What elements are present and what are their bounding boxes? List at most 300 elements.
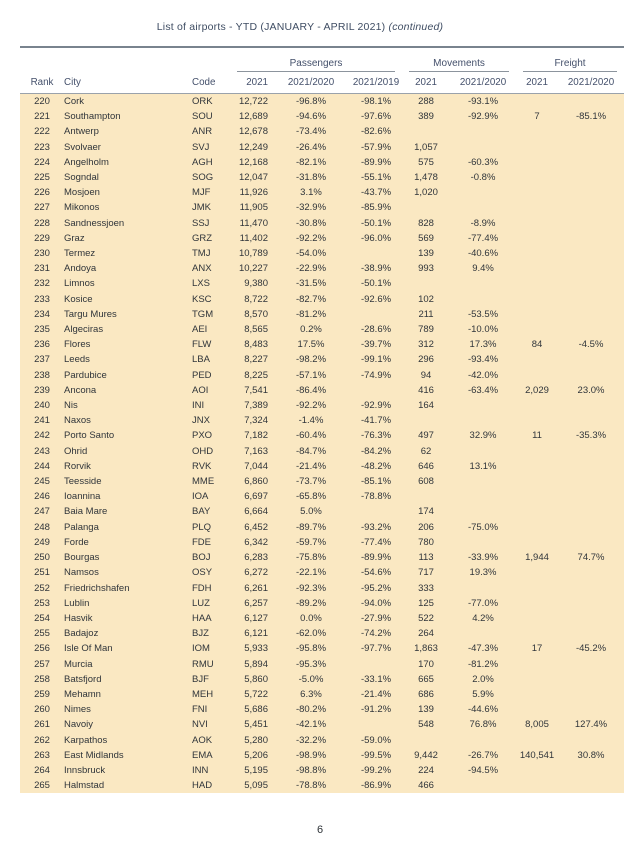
cell-fr-2021-2020: [558, 170, 624, 185]
cell-pax-2021: 6,272: [244, 567, 268, 579]
cell-rank: 257: [34, 658, 50, 670]
cell-rank: 255: [34, 628, 50, 640]
table-row: [20, 261, 624, 276]
table-row: [20, 611, 624, 626]
cell-pax-2021-2019: -92.9%: [360, 400, 392, 412]
cell-pax-2021-2020: -26.4%: [295, 141, 327, 153]
table-row: [20, 717, 624, 732]
cell-pax-2021: 12,689: [238, 111, 268, 123]
column-header-pax-2021-2020: 2021/2020: [272, 72, 350, 94]
group-header-spacer: [20, 47, 230, 72]
cell-pax-2021: 8,570: [244, 308, 268, 320]
column-header-pax-2021-2019: 2021/2019: [350, 72, 402, 94]
table-row: [20, 246, 624, 261]
cell-pax-2021: 5,451: [244, 719, 268, 731]
cell-city: Southampton: [64, 111, 121, 123]
table-row: [20, 641, 624, 656]
cell-fr-2021-2020: [558, 474, 624, 489]
cell-mov-2021-2020: -63.4%: [467, 384, 499, 396]
cell-pax-2021: 8,227: [244, 354, 268, 366]
cell-city: Naxos: [64, 415, 91, 427]
cell-mov-2021-2020: 9.4%: [472, 263, 494, 275]
cell-mov-2021-2020: -0.8%: [470, 172, 496, 184]
cell-pax-2021-2020: -82.1%: [295, 156, 327, 168]
table-row: [20, 322, 624, 337]
cell-code: LXS: [192, 278, 210, 290]
cell-fr-2021: [516, 398, 558, 413]
cell-mov-2021-2020: -94.5%: [467, 764, 499, 776]
cell-pax-2021: 11,926: [239, 187, 268, 199]
cell-code: IOM: [192, 643, 210, 655]
cell-mov-2021-2020: -33.9%: [467, 552, 499, 564]
cell-mov-2021: 497: [418, 430, 434, 442]
cell-fr-2021: [516, 124, 558, 139]
cell-fr-2021: [516, 672, 558, 687]
cell-fr-2021-2020: [558, 276, 624, 291]
cell-pax-2021-2019: -55.1%: [360, 172, 392, 184]
cell-rank: 226: [34, 187, 50, 199]
cell-city: Batsfjord: [64, 673, 102, 685]
cell-pax-2021: 5,686: [244, 704, 268, 716]
cell-mov-2021-2020: -40.6%: [467, 248, 499, 260]
cell-fr-2021-2020: [558, 200, 624, 215]
cell-fr-2021-2020: [558, 413, 624, 428]
cell-fr-2021-2020: [558, 185, 624, 200]
cell-mov-2021: 211: [418, 308, 434, 320]
cell-mov-2021-2020: -53.5%: [467, 308, 499, 320]
cell-pax-2021-2020: -94.6%: [295, 111, 327, 123]
cell-code: RVK: [192, 460, 212, 472]
cell-fr-2021-2020: [558, 231, 624, 246]
cell-code: AGH: [192, 156, 213, 168]
cell-pax-2021: 5,095: [244, 780, 268, 792]
cell-fr-2021: [516, 307, 558, 322]
cell-fr-2021: [516, 733, 558, 748]
cell-mov-2021: 206: [418, 521, 434, 533]
cell-mov-2021: 686: [418, 688, 434, 700]
cell-pax-2021-2019: -74.9%: [360, 369, 392, 381]
group-label-freight: Freight: [523, 58, 617, 72]
cell-pax-2021-2019: -38.9%: [360, 263, 392, 275]
group-header-passengers: [230, 47, 402, 72]
cell-pax-2021-2020: 5.0%: [300, 506, 322, 518]
cell-fr-2021: [516, 763, 558, 778]
column-header-mov-2021-2020: 2021/2020: [450, 72, 516, 94]
cell-rank: 244: [34, 460, 50, 472]
cell-rank: 237: [34, 354, 50, 366]
cell-mov-2021-2020: [450, 778, 516, 793]
cell-mov-2021-2020: [450, 292, 516, 307]
group-label-movements: Movements: [409, 58, 509, 72]
cell-mov-2021-2020: 32.9%: [469, 430, 497, 442]
table-row: [20, 398, 624, 413]
cell-code: GRZ: [192, 232, 213, 244]
cell-city: Algeciras: [64, 324, 104, 336]
table-row: [20, 733, 624, 748]
cell-pax-2021-2019: -74.2%: [360, 628, 392, 640]
table-row: [20, 504, 624, 519]
cell-city: Angelholm: [64, 156, 109, 168]
cell-mov-2021-2020: -26.7%: [467, 749, 499, 761]
cell-fr-2021-2020: -4.5%: [578, 339, 604, 351]
cell-city: Forde: [64, 536, 89, 548]
cell-pax-2021-2020: 6.3%: [300, 688, 322, 700]
cell-city: Mehamn: [64, 688, 101, 700]
cell-pax-2021-2019: -86.9%: [360, 780, 392, 792]
group-header-movements: [402, 47, 516, 72]
cell-pax-2021-2020: 0.2%: [300, 324, 322, 336]
cell-city: Murcia: [64, 658, 93, 670]
cell-code: SSJ: [192, 217, 210, 229]
cell-city: Hasvik: [64, 612, 93, 624]
cell-pax-2021: 6,121: [244, 628, 268, 640]
cell-rank: 263: [34, 749, 50, 761]
cell-pax-2021-2019: -95.2%: [360, 582, 392, 594]
cell-pax-2021-2019: -85.9%: [360, 202, 392, 214]
cell-pax-2021-2019: -50.1%: [360, 217, 392, 229]
cell-fr-2021-2020: [558, 778, 624, 793]
cell-mov-2021: 522: [418, 612, 434, 624]
cell-mov-2021-2020: [450, 733, 516, 748]
cell-mov-2021: 224: [418, 764, 434, 776]
table-row: [20, 489, 624, 504]
cell-pax-2021-2020: -75.8%: [295, 552, 327, 564]
cell-mov-2021: 466: [418, 780, 434, 792]
cell-rank: 256: [34, 643, 50, 655]
cell-mov-2021-2020: 4.2%: [472, 612, 494, 624]
table-row: [20, 109, 624, 124]
cell-mov-2021-2020: -93.4%: [467, 354, 499, 366]
table-row: [20, 672, 624, 687]
cell-mov-2021: 416: [418, 384, 434, 396]
table-row: [20, 216, 624, 231]
cell-fr-2021-2020: [558, 307, 624, 322]
cell-mov-2021-2020: [450, 413, 516, 428]
cell-fr-2021: 140,541: [519, 749, 555, 761]
cell-pax-2021-2020: -98.2%: [295, 354, 327, 366]
cell-rank: 232: [34, 278, 50, 290]
cell-fr-2021: [516, 489, 558, 504]
cell-pax-2021: 11,402: [239, 232, 268, 244]
cell-fr-2021: 1,944: [525, 552, 549, 564]
cell-rank: 259: [34, 688, 50, 700]
cell-code: MME: [192, 476, 215, 488]
cell-pax-2021: 8,565: [244, 324, 268, 336]
cell-city: Sandnessjoen: [64, 217, 125, 229]
cell-fr-2021-2020: [558, 352, 624, 367]
cell-pax-2021: 11,905: [239, 202, 268, 214]
cell-mov-2021-2020: [450, 626, 516, 641]
cell-pax-2021-2019: -27.9%: [360, 612, 392, 624]
cell-code: SOU: [192, 111, 213, 123]
cell-mov-2021: 113: [418, 552, 434, 564]
table-row: [20, 124, 624, 139]
table-row: [20, 352, 624, 367]
cell-fr-2021-2020: [558, 763, 624, 778]
cell-city: Ancona: [64, 384, 97, 396]
cell-pax-2021-2019: -85.1%: [360, 476, 392, 488]
cell-code: EMA: [192, 749, 213, 761]
cell-pax-2021-2019: -91.2%: [360, 704, 392, 716]
cell-pax-2021-2019: -28.6%: [360, 324, 392, 336]
cell-pax-2021-2020: -78.8%: [295, 780, 327, 792]
cell-pax-2021-2019: -93.2%: [360, 521, 392, 533]
cell-code: AOI: [192, 384, 209, 396]
table-row: [20, 155, 624, 170]
cell-pax-2021-2019: [350, 657, 402, 672]
cell-mov-2021: [402, 733, 450, 748]
table-row: [20, 581, 624, 596]
cell-rank: 241: [34, 415, 50, 427]
cell-city: Andoya: [64, 263, 97, 275]
cell-pax-2021-2020: -86.4%: [295, 384, 327, 396]
cell-mov-2021-2020: [450, 535, 516, 550]
cell-code: IOA: [192, 491, 209, 503]
cell-pax-2021-2020: -30.8%: [295, 217, 327, 229]
cell-mov-2021: 139: [418, 704, 434, 716]
cell-rank: 220: [34, 96, 50, 107]
table-row: [20, 140, 624, 155]
cell-rank: 223: [34, 141, 50, 153]
cell-mov-2021: 389: [418, 111, 434, 123]
cell-rank: 225: [34, 172, 50, 184]
cell-mov-2021-2020: -44.6%: [467, 704, 499, 716]
cell-mov-2021: [402, 276, 450, 291]
cell-fr-2021-2020: [558, 246, 624, 261]
cell-fr-2021: [516, 276, 558, 291]
table-row: [20, 292, 624, 307]
cell-city: Ioannina: [64, 491, 101, 503]
cell-pax-2021: 10,227: [238, 263, 268, 275]
cell-pax-2021: 7,324: [244, 415, 268, 427]
table-row: [20, 444, 624, 459]
cell-pax-2021: 5,280: [244, 734, 268, 746]
table-row: [20, 657, 624, 672]
cell-pax-2021-2019: -94.0%: [360, 597, 392, 609]
cell-city: Targu Mures: [64, 308, 117, 320]
cell-rank: 249: [34, 536, 50, 548]
cell-pax-2021-2020: -98.9%: [295, 749, 327, 761]
cell-mov-2021: 264: [418, 628, 434, 640]
cell-mov-2021: 1,020: [414, 187, 438, 199]
cell-pax-2021-2020: -73.7%: [295, 476, 327, 488]
cell-city: Graz: [64, 232, 85, 244]
table-row: [20, 778, 624, 793]
cell-code: OHD: [192, 445, 214, 457]
cell-city: Teesside: [64, 476, 102, 488]
cell-fr-2021-2020: -45.2%: [575, 643, 607, 655]
table-row: [20, 626, 624, 641]
cell-city: Antwerp: [64, 126, 99, 138]
cell-mov-2021: [402, 200, 450, 215]
cell-fr-2021: [516, 474, 558, 489]
cell-code: HAA: [192, 612, 212, 624]
cell-rank: 262: [34, 734, 50, 746]
cell-pax-2021: 7,182: [244, 430, 268, 442]
cell-rank: 234: [34, 308, 50, 320]
cell-mov-2021: 780: [418, 536, 434, 548]
cell-code: BOJ: [192, 552, 211, 564]
table-row: [20, 550, 624, 565]
cell-mov-2021-2020: 19.3%: [469, 567, 497, 579]
cell-mov-2021: 164: [418, 400, 434, 412]
cell-fr-2021-2020: [558, 155, 624, 170]
cell-rank: 247: [34, 506, 50, 518]
cell-fr-2021-2020: [558, 94, 624, 110]
cell-mov-2021-2020: 13.1%: [469, 460, 497, 472]
cell-code: BJF: [192, 673, 209, 685]
cell-fr-2021: [516, 444, 558, 459]
cell-fr-2021-2020: [558, 368, 624, 383]
cell-pax-2021: 6,257: [244, 597, 268, 609]
cell-code: AOK: [192, 734, 213, 746]
cell-code: ANR: [192, 126, 213, 138]
table-row: [20, 702, 624, 717]
cell-city: Palanga: [64, 521, 99, 533]
cell-pax-2021-2020: -22.1%: [295, 567, 327, 579]
cell-rank: 261: [34, 719, 50, 731]
cell-fr-2021: [516, 459, 558, 474]
cell-rank: 250: [34, 552, 50, 564]
cell-pax-2021-2019: -21.4%: [360, 688, 392, 700]
cell-rank: 239: [34, 384, 50, 396]
cell-pax-2021-2019: -92.6%: [360, 293, 392, 305]
cell-mov-2021: 1,057: [414, 141, 438, 153]
cell-fr-2021: [516, 413, 558, 428]
cell-pax-2021-2020: -5.0%: [298, 673, 324, 685]
cell-fr-2021: 11: [532, 430, 542, 442]
cell-mov-2021-2020: [450, 276, 516, 291]
cell-fr-2021: [516, 611, 558, 626]
cell-mov-2021: 94: [420, 369, 432, 381]
cell-fr-2021-2020: [558, 489, 624, 504]
cell-code: FDE: [192, 536, 211, 548]
cell-mov-2021: 608: [418, 476, 434, 488]
cell-code: BJZ: [192, 628, 209, 640]
cell-fr-2021: [516, 170, 558, 185]
cell-fr-2021-2020: [558, 520, 624, 535]
cell-fr-2021-2020: [558, 565, 624, 580]
cell-mov-2021: 1,478: [414, 172, 438, 184]
cell-pax-2021: 7,389: [244, 400, 268, 412]
cell-pax-2021-2019: -97.7%: [360, 643, 392, 655]
cell-fr-2021: [516, 261, 558, 276]
cell-city: Mikonos: [64, 202, 100, 214]
cell-fr-2021-2020: [558, 444, 624, 459]
cell-code: INI: [192, 400, 205, 412]
cell-fr-2021-2020: -35.3%: [575, 430, 607, 442]
cell-mov-2021-2020: -10.0%: [467, 324, 499, 336]
cell-pax-2021: 7,541: [244, 384, 268, 396]
cell-fr-2021: [516, 246, 558, 261]
cell-mov-2021: 333: [418, 582, 434, 594]
cell-pax-2021-2019: -89.9%: [360, 552, 392, 564]
cell-pax-2021-2019: [350, 504, 402, 519]
cell-pax-2021: 5,206: [244, 749, 268, 761]
cell-pax-2021-2019: -48.2%: [360, 460, 392, 472]
cell-pax-2021-2020: -21.4%: [295, 460, 327, 472]
cell-pax-2021-2019: -99.1%: [360, 354, 392, 366]
cell-fr-2021-2020: -85.1%: [575, 111, 607, 123]
cell-code: LUZ: [192, 597, 210, 609]
cell-fr-2021: 84: [531, 339, 543, 351]
cell-code: MEH: [192, 688, 214, 700]
cell-pax-2021-2020: -57.1%: [295, 369, 327, 381]
cell-rank: 229: [34, 232, 50, 244]
cell-pax-2021: 6,342: [244, 536, 268, 548]
cell-city: Namsos: [64, 567, 99, 579]
table-row: [20, 276, 624, 291]
cell-pax-2021-2020: -89.2%: [295, 597, 327, 609]
table-row: [20, 596, 624, 611]
cell-pax-2021: 8,225: [244, 369, 268, 381]
cell-mov-2021-2020: [450, 200, 516, 215]
cell-pax-2021-2019: -59.0%: [360, 734, 392, 746]
cell-mov-2021: 102: [418, 293, 434, 305]
cell-fr-2021: [516, 231, 558, 246]
cell-mov-2021: 62: [420, 445, 432, 457]
cell-mov-2021: 575: [418, 156, 434, 168]
cell-mov-2021: 174: [418, 506, 434, 518]
cell-pax-2021-2020: -95.3%: [295, 658, 327, 670]
cell-pax-2021-2019: -76.3%: [360, 430, 392, 442]
cell-mov-2021-2020: -47.3%: [467, 643, 499, 655]
cell-pax-2021: 12,168: [238, 156, 268, 168]
cell-rank: 246: [34, 491, 50, 503]
cell-pax-2021-2019: -98.1%: [360, 96, 392, 107]
cell-fr-2021: [516, 626, 558, 641]
cell-code: PED: [192, 369, 212, 381]
cell-pax-2021-2019: -33.1%: [360, 673, 392, 685]
cell-mov-2021-2020: [450, 489, 516, 504]
cell-code: TGM: [192, 308, 214, 320]
cell-pax-2021-2020: -62.0%: [295, 628, 327, 640]
cell-pax-2021-2019: [350, 246, 402, 261]
cell-mov-2021: 296: [418, 354, 434, 366]
cell-mov-2021-2020: [450, 474, 516, 489]
cell-mov-2021: [402, 124, 450, 139]
cell-city: Karpathos: [64, 734, 108, 746]
cell-mov-2021: 1,863: [414, 643, 438, 655]
cell-rank: 230: [34, 248, 50, 260]
cell-code: HAD: [192, 780, 213, 792]
cell-pax-2021: 5,860: [244, 673, 268, 685]
cell-rank: 224: [34, 156, 50, 168]
cell-city: Isle Of Man: [64, 643, 113, 655]
cell-pax-2021-2019: -99.5%: [360, 749, 392, 761]
cell-fr-2021: [516, 687, 558, 702]
cell-city: Cork: [64, 96, 85, 107]
cell-fr-2021: [516, 581, 558, 596]
column-header-city: City: [64, 72, 192, 94]
cell-fr-2021-2020: 23.0%: [577, 384, 605, 396]
cell-pax-2021-2020: -32.2%: [295, 734, 327, 746]
cell-pax-2021-2020: -65.8%: [295, 491, 327, 503]
table-row: [20, 307, 624, 322]
cell-mov-2021-2020: -75.0%: [467, 521, 499, 533]
cell-city: Badajoz: [64, 628, 99, 640]
cell-pax-2021-2020: -32.9%: [295, 202, 327, 214]
cell-fr-2021-2020: [558, 687, 624, 702]
group-header-row: [20, 47, 624, 72]
cell-rank: 242: [34, 430, 50, 442]
cell-code: MJF: [192, 187, 211, 199]
cell-rank: 238: [34, 369, 50, 381]
cell-pax-2021-2020: -1.4%: [298, 415, 324, 427]
cell-city: Nis: [64, 400, 78, 412]
cell-fr-2021: [516, 535, 558, 550]
cell-fr-2021: 8,005: [525, 719, 549, 731]
